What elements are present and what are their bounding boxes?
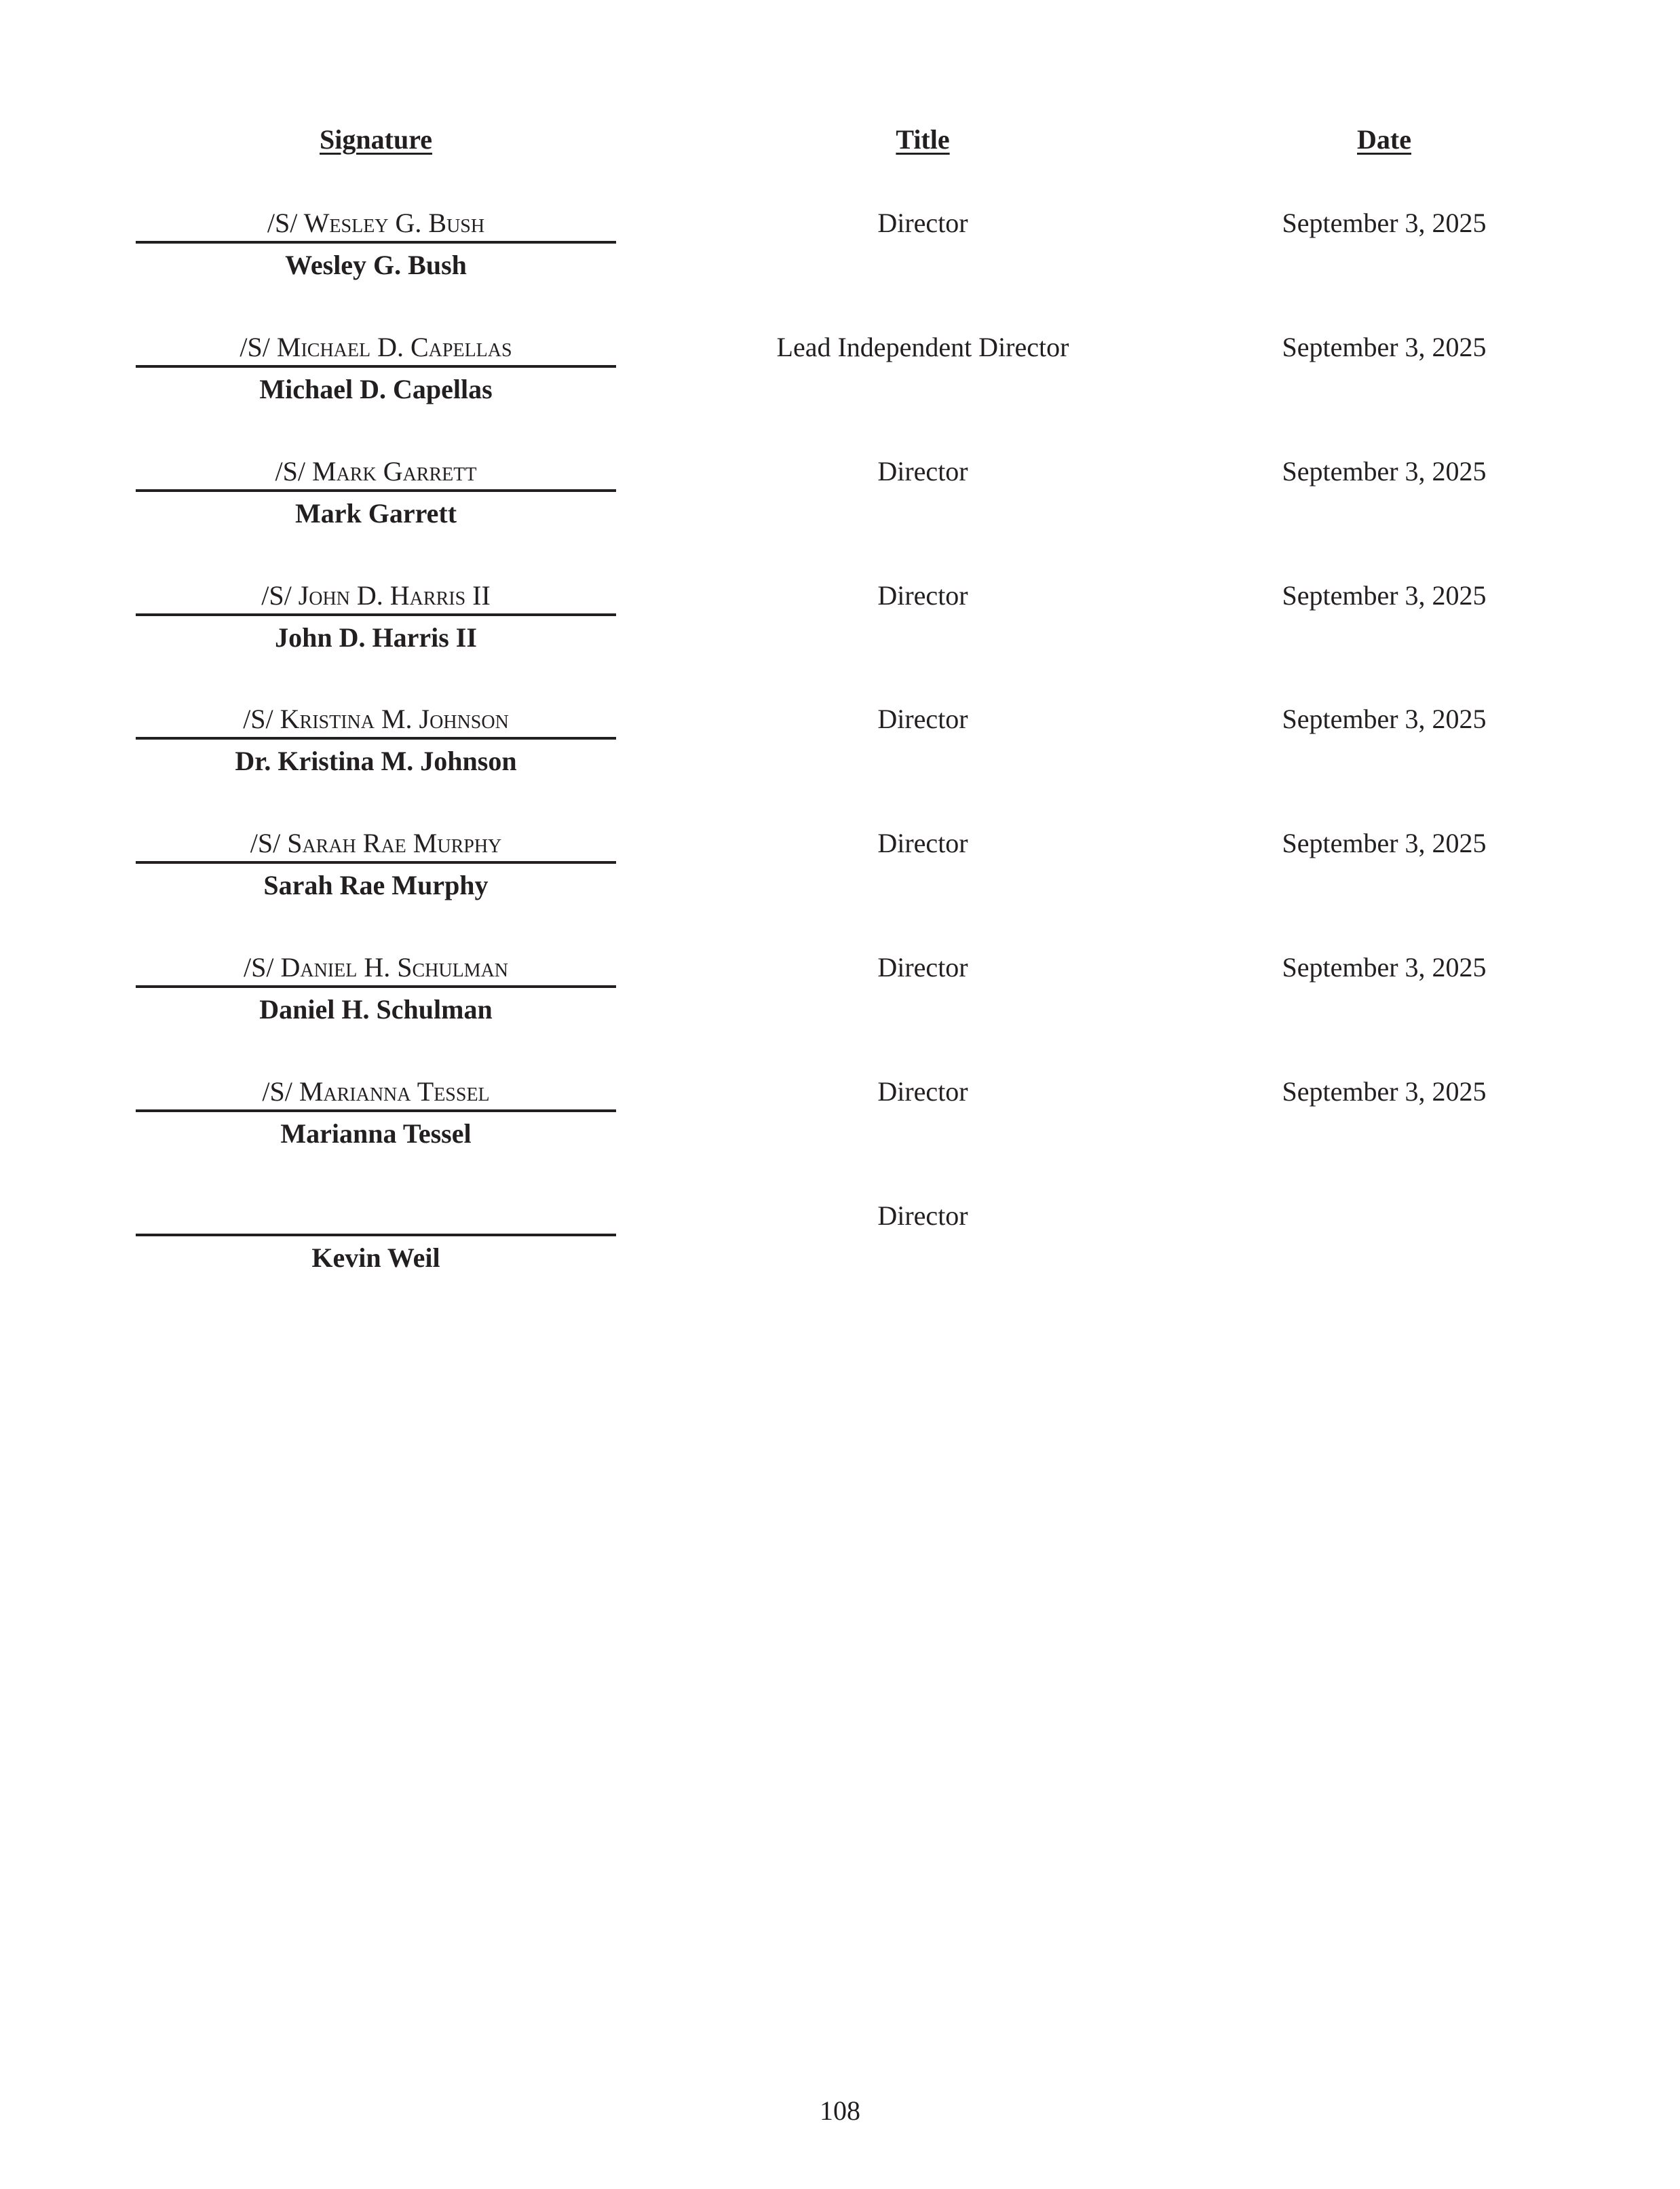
signing-date: September 3, 2025 <box>1282 952 1487 983</box>
signing-date: September 3, 2025 <box>1282 828 1487 858</box>
signature-line <box>136 241 616 244</box>
signer-name: Daniel H. Schulman <box>259 994 493 1025</box>
signer-name: Wesley G. Bush <box>285 250 467 280</box>
page-number: 108 <box>820 2095 860 2126</box>
signer-title: Director <box>877 828 968 858</box>
signer-title: Director <box>877 952 968 983</box>
signature-line <box>136 489 616 492</box>
signing-date: September 3, 2025 <box>1282 704 1487 734</box>
signer-name: Michael D. Capellas <box>259 374 493 404</box>
signing-date: September 3, 2025 <box>1282 332 1487 362</box>
signer-title: Director <box>877 208 968 238</box>
header-title: Title <box>896 124 950 155</box>
signature-text: /S/ Marianna Tessel <box>262 1076 490 1107</box>
signer-name: Kevin Weil <box>311 1242 440 1273</box>
signature-text: /S/ Daniel H. Schulman <box>243 952 509 983</box>
signature-text: /S/ Kristina M. Johnson <box>243 704 509 734</box>
signature-text: /S/ Wesley G. Bush <box>267 208 485 238</box>
signature-text: /S/ John D. Harris II <box>261 580 491 611</box>
signature-line <box>136 1109 616 1112</box>
signature-text: /S/ Michael D. Capellas <box>240 332 512 362</box>
signer-title: Director <box>877 704 968 734</box>
signer-title: Director <box>877 1076 968 1107</box>
signer-name: Mark Garrett <box>294 498 457 529</box>
signing-date: September 3, 2025 <box>1282 580 1487 611</box>
signature-line <box>136 613 616 616</box>
signer-name: Sarah Rae Murphy <box>263 870 489 900</box>
signature-line <box>136 861 616 864</box>
signature-line <box>136 737 616 740</box>
signer-title: Director <box>877 580 968 611</box>
signer-title: Director <box>877 1200 968 1231</box>
signer-name: John D. Harris II <box>275 622 477 653</box>
signing-date: September 3, 2025 <box>1282 456 1487 487</box>
header-signature: Signature <box>320 124 432 155</box>
signer-name: Marianna Tessel <box>280 1118 472 1149</box>
signature-text: /S/ Sarah Rae Murphy <box>250 828 502 858</box>
signer-title: Director <box>877 456 968 487</box>
signature-line <box>136 985 616 988</box>
signing-date: September 3, 2025 <box>1282 1076 1487 1107</box>
header-date: Date <box>1357 124 1411 155</box>
signing-date: September 3, 2025 <box>1282 208 1487 238</box>
signature-line <box>136 365 616 368</box>
signature-text: /S/ Mark Garrett <box>275 456 477 487</box>
signer-name: Dr. Kristina M. Johnson <box>235 746 517 776</box>
signer-title: Lead Independent Director <box>776 332 1069 362</box>
signature-line <box>136 1234 616 1236</box>
